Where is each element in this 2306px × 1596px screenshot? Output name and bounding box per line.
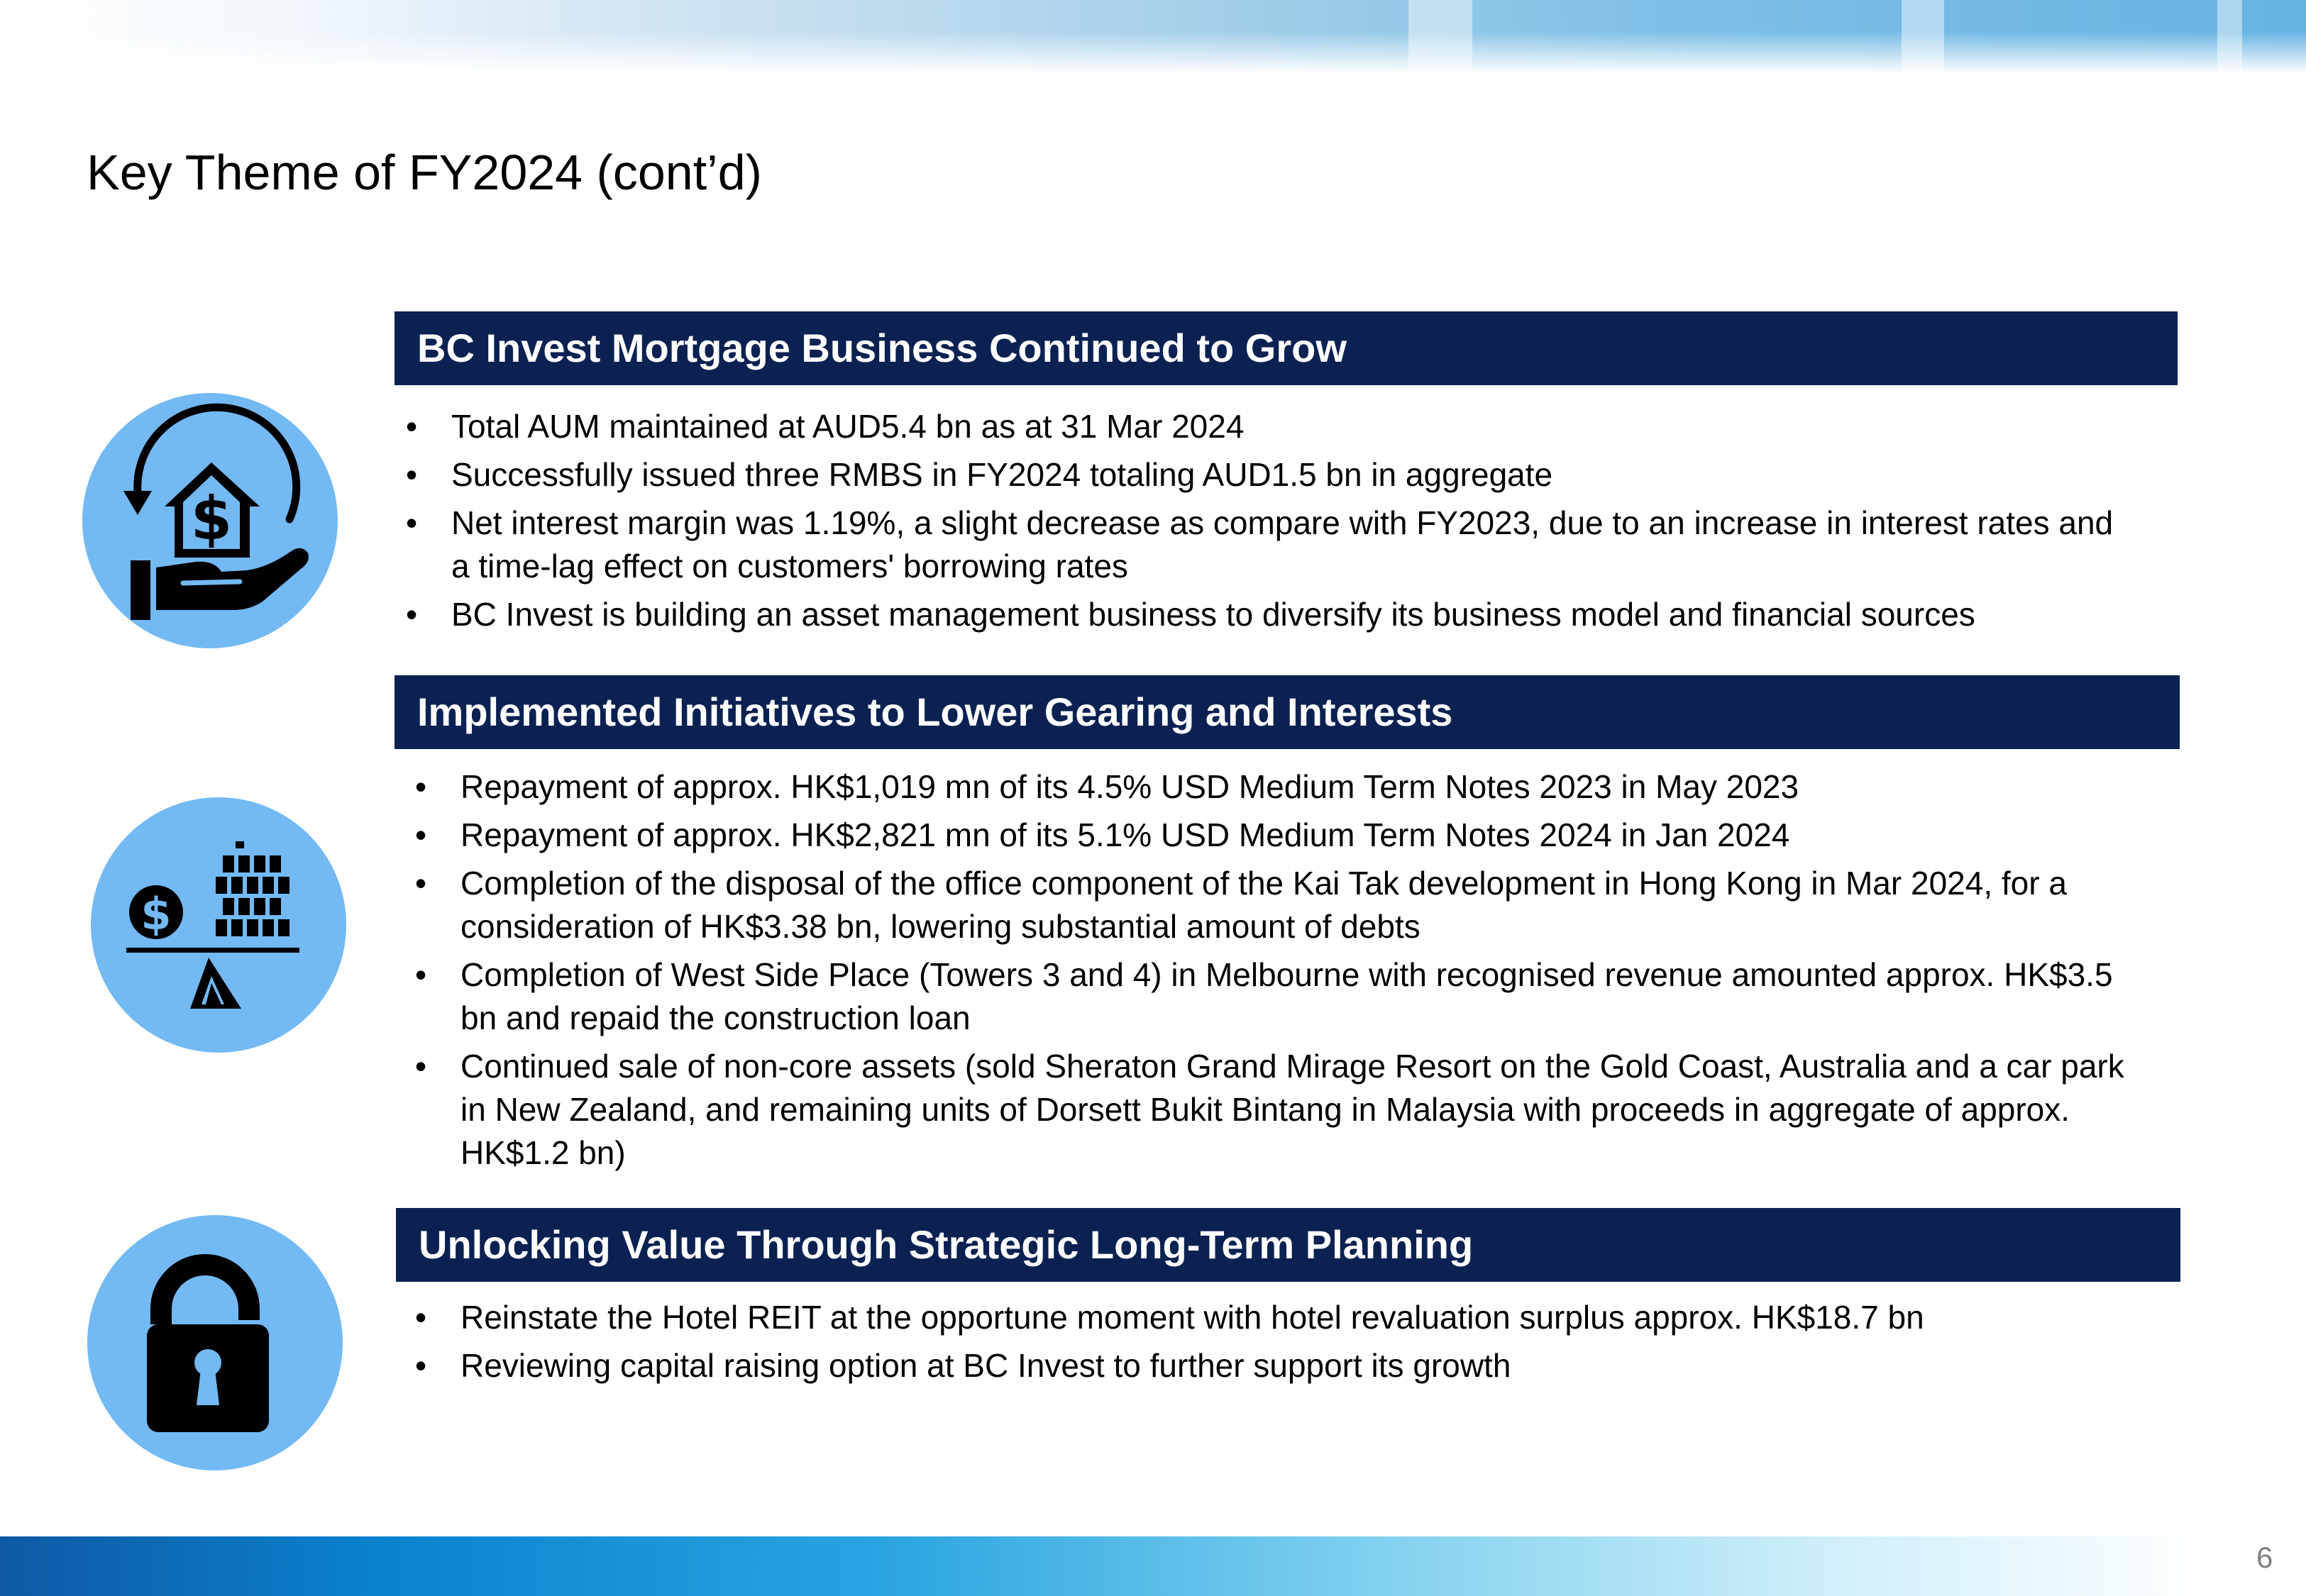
- list-item: • Completion of West Side Place (Towers 3 and 4) in Melbourne with recognised revenue amounted approx. HK$3.5 bn and repaid the construction loan: [411, 953, 2142, 1040]
- top-gradient-band: [0, 0, 2306, 74]
- bullet-list-mortgage: [402, 405, 2133, 641]
- list-item: • Total AUM maintained at AUD5.4 bn as at 31 Mar 2024: [402, 405, 2133, 448]
- list-item: • Reinstate the Hotel REIT at the opportune moment with hotel revaluation surplus approx. HK$18.7 bn: [411, 1296, 2142, 1339]
- section-header-mortgage: BC Invest Mortgage Business Continued to Grow: [395, 311, 2178, 385]
- top-band-block: [2217, 0, 2242, 74]
- page-number: 6: [2256, 1541, 2273, 1574]
- list-item: • Completion of the disposal of the office component of the Kai Tak development in Hong Kong in Mar 2024, for a consideration of HK$3.38 bn, lowering substantial amount of debts: [411, 862, 2142, 948]
- section-header-gearing: Implemented Initiatives to Lower Gearing and Interests: [395, 675, 2180, 749]
- house-dollar-hand-icon: [82, 393, 338, 648]
- svg-text:$: $: [190, 484, 233, 553]
- unlocked-padlock-icon: [87, 1215, 343, 1470]
- section-header-unlocking: Unlocking Value Through Strategic Long-Term Planning: [396, 1208, 2180, 1282]
- list-item: • Successfully issued three RMBS in FY2024 totaling AUD1.5 bn in aggregate: [402, 453, 2133, 497]
- list-item: • BC Invest is building an asset management business to diversify its business model and financial sources: [402, 593, 2133, 636]
- list-item: • Repayment of approx. HK$2,821 mn of its 5.1% USD Medium Term Notes 2024 in Jan 2024: [411, 814, 2142, 857]
- svg-text:$: $: [140, 888, 172, 940]
- top-band-block: [1408, 0, 1472, 74]
- top-band-block: [1902, 0, 1944, 74]
- list-item: • Reviewing capital raising option at BC Invest to further support its growth: [411, 1344, 2142, 1387]
- bottom-gradient-band: [0, 1536, 2208, 1596]
- list-item: • Repayment of approx. HK$1,019 mn of its 4.5% USD Medium Term Notes 2023 in May 2023: [411, 765, 2142, 809]
- bullet-list-unlocking: [411, 1296, 2142, 1392]
- page-title: Key Theme of FY2024 (cont’d): [87, 145, 762, 200]
- balance-dollar-debt-icon: [91, 797, 346, 1053]
- list-item: • Continued sale of non-core assets (sold Sheraton Grand Mirage Resort on the Gold Coast, Australia and a car park in New Zealand, and remaining units of Dorsett Bukit Bintang in Malaysia with proceeds in aggregate of approx. HK$1.2 bn): [411, 1045, 2142, 1175]
- bullet-list-gearing: [411, 765, 2142, 1180]
- list-item: • Net interest margin was 1.19%, a slight decrease as compare with FY2023, due to an increase in interest rates and a time-lag effect on customers' borrowing rates: [402, 501, 2133, 588]
